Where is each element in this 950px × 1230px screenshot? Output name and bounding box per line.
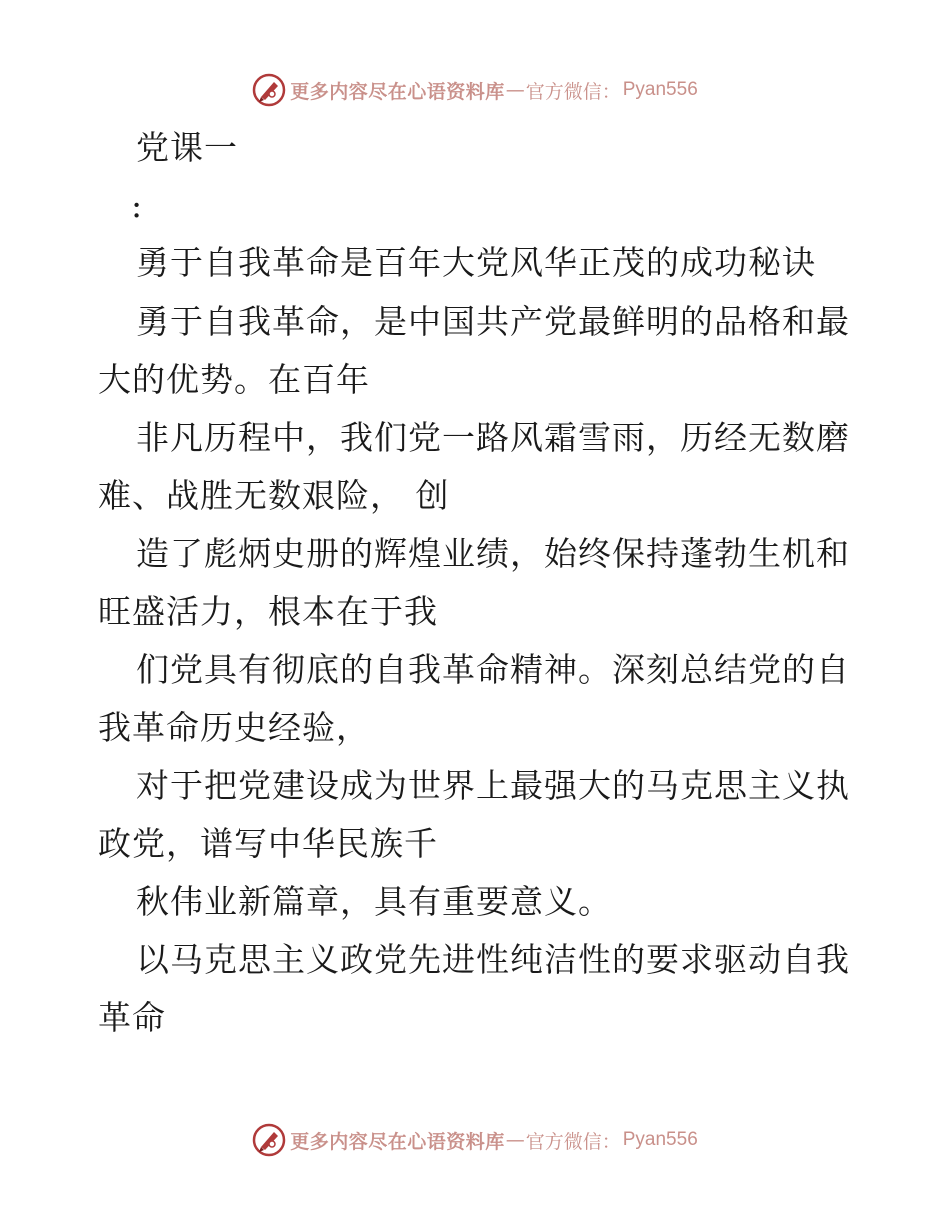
paragraph-line: 我革命历史经验， xyxy=(98,708,370,747)
watermark-text: 更多内容尽在心语资料库 xyxy=(290,1130,505,1153)
paragraph-line: 造了彪炳史册的辉煌业绩，始终保持蓬勃生机和 xyxy=(136,534,850,573)
paragraph-line: 秋伟业新篇章，具有重要意义。 xyxy=(136,882,612,921)
watermark-wechat-id: Pyan556 xyxy=(622,1129,698,1150)
paragraph-line: 旺盛活力，根本在于我 xyxy=(98,592,438,631)
paragraph-line: 非凡历程中，我们党一路风霜雪雨，历经无数磨 xyxy=(136,418,850,457)
doc-title-line: 党课一 xyxy=(136,128,238,167)
header-watermark xyxy=(0,72,950,108)
paragraph-line: 政党，谱写中华民族千 xyxy=(98,824,438,863)
subheading-line: 以马克思主义政党先进性纯洁性的要求驱动自我 xyxy=(136,940,850,979)
paragraph-line: 对于把党建设成为世界上最强大的马克思主义执 xyxy=(136,766,850,805)
paragraph-line: 勇于自我革命，是中国共产党最鲜明的品格和最 xyxy=(136,302,850,341)
watermark-text: 更多内容尽在心语资料库 xyxy=(290,80,505,103)
section-heading: 勇于自我革命是百年大党风华正茂的成功秘诀 xyxy=(136,243,816,282)
paragraph-line: 大的优势。在百年 xyxy=(98,360,370,399)
paragraph-line: 难、战胜无数艰险， 创 xyxy=(98,476,450,515)
pen-logo-icon xyxy=(252,1123,286,1157)
doc-colon-line: : xyxy=(131,186,144,225)
watermark-label: 官方微信： xyxy=(525,1130,621,1153)
watermark-wechat-id: Pyan556 xyxy=(622,79,698,100)
pen-logo-icon xyxy=(252,73,286,107)
watermark-label: 官方微信： xyxy=(525,80,621,103)
footer-watermark xyxy=(0,1122,950,1158)
subheading-line: 革命 xyxy=(98,998,166,1037)
paragraph-line: 们党具有彻底的自我革命精神。深刻总结党的自 xyxy=(136,650,850,689)
watermark-dash: — xyxy=(505,1129,525,1151)
watermark-dash: — xyxy=(505,79,525,101)
